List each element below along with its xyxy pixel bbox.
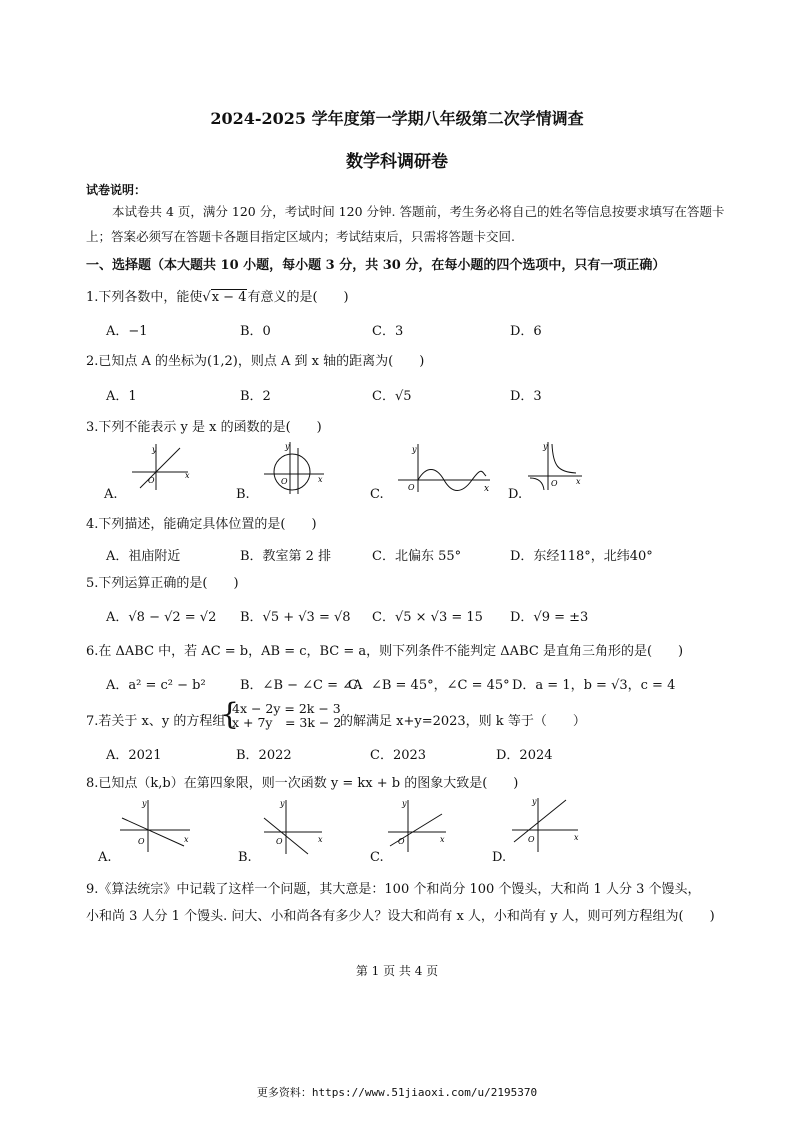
q8-option-b: B. (238, 850, 252, 865)
x-label: x (484, 484, 490, 494)
instructions-heading: 试卷说明： (86, 183, 147, 197)
y-label: y (285, 442, 290, 451)
instructions-line-2: 上；答案必须写在答题卡各题目指定区域内；考试结束后，只需将答题卡交回. (86, 229, 515, 244)
y-label: y (142, 799, 147, 808)
graph-line (140, 448, 180, 488)
q1-radicand: x − 4 (211, 290, 247, 305)
q4-option-b: B．教室第 2 排 (240, 549, 332, 564)
q7-option-a: A．2021 (106, 748, 162, 763)
graph-line (514, 800, 566, 842)
q6-option-a: A．a² = c² − b² (106, 678, 206, 693)
origin-label: O (281, 477, 288, 486)
q4-option-a: A．祖庙附近 (106, 549, 181, 564)
q7-stem-pre: 7.若关于 x、y 的方程组 (86, 714, 226, 729)
origin-label: O (398, 837, 405, 846)
y-label: y (152, 445, 157, 454)
x-label: x (318, 475, 323, 484)
y-label: y (532, 797, 537, 806)
q5-option-a: A．√8 − √2 = √2 (106, 610, 217, 625)
q8-graph-c (386, 798, 450, 854)
section-heading: 一、选择题（本大题共 10 小题，每小题 3 分，共 30 分，在每小题的四个选项中，只有一项正确） (86, 258, 666, 273)
x-label: x (440, 835, 445, 844)
origin-label: O (276, 837, 283, 846)
question-2-stem: 2.已知点 A 的坐标为(1,2)，则点 A 到 x 轴的距离为( ) (86, 354, 425, 369)
instructions-line-1: 本试卷共 4 页，满分 120 分，考试时间 120 分钟. 答题前，考生务必将自己的姓名等信息按要求填写在答题卡 (112, 204, 725, 219)
q1-stem-post: 有意义的是( ) (247, 290, 349, 305)
question-9-line-1: 9.《算法统宗》中记载了这样一个问题，其大意是：100 个和尚分 100 个馒头，大和尚 1 人分 3 个馒头， (86, 882, 701, 897)
q7-equation-system (232, 702, 341, 730)
q2-option-a: A．1 (106, 389, 137, 404)
q6-option-b: B．∠B − ∠C = ∠A (240, 678, 363, 693)
page-number: 第 1 页 共 4 页 (355, 964, 439, 978)
q3-graph-b (262, 440, 326, 496)
q3-option-d: D. (508, 487, 523, 502)
q1-option-a: A．−1 (106, 324, 148, 339)
q8-option-c: C. (370, 850, 384, 865)
x-label: x (185, 471, 190, 480)
question-9-line-2: 小和尚 3 人分 1 个馒头. 问大、小和尚各有多少人？设大和尚有 x 人，小和尚有 y 人，则可列方程组为( ) (86, 909, 715, 924)
q2-option-c: C．√5 (372, 389, 412, 404)
x-label: x (576, 477, 581, 486)
q8-option-d: D. (492, 850, 507, 865)
q7-equation-1: 4x − 2y = 2k − 3 (232, 701, 341, 716)
q7-option-d: D．2024 (496, 748, 553, 763)
q7-equation-2: x + 7y = 3k − 2 (232, 715, 342, 730)
q3-option-a: A. (104, 487, 118, 502)
q1-option-b: B．0 (240, 324, 271, 339)
q5-option-d: D．√9 = ±3 (510, 610, 589, 625)
q1-option-c: C．3 (372, 324, 404, 339)
x-label: x (574, 833, 579, 842)
q4-option-c: C．北偏东 55° (372, 549, 462, 564)
y-label: y (543, 442, 548, 451)
q3-option-c: C. (370, 487, 384, 502)
q6-option-d: D．a = 1，b = √3，c = 4 (512, 678, 676, 693)
origin-label: O (551, 479, 558, 488)
q3-graph-a (126, 442, 190, 492)
graph-hyperbola-right (552, 444, 576, 473)
y-label: y (412, 445, 417, 454)
graph-line (122, 818, 184, 846)
q8-graph-a (118, 798, 194, 854)
q1-stem-pre: 1.下列各数中，能使 (86, 290, 203, 305)
exam-subtitle: 数学科调研卷 (346, 152, 448, 172)
q3-graph-d (526, 440, 586, 492)
x-label: x (318, 835, 323, 844)
x-label: x (184, 835, 189, 844)
q2-option-d: D．3 (510, 389, 542, 404)
q8-graph-d (510, 794, 582, 854)
y-label: y (402, 799, 407, 808)
q5-option-c: C．√5 × √3 = 15 (372, 610, 483, 625)
question-4-stem: 4.下列描述，能确定具体位置的是( ) (86, 517, 317, 532)
exam-title: 2024-2025 学年度第一学期八年级第二次学情调查 (210, 109, 584, 128)
question-5-stem: 5.下列运算正确的是( ) (86, 576, 239, 591)
q7-option-c: C．2023 (370, 748, 427, 763)
graph-hyperbola-left (530, 478, 544, 490)
source-link[interactable]: 更多资料：https://www.51jiaoxi.com/u/2195370 (256, 1086, 538, 1099)
q3-option-b: B. (236, 487, 250, 502)
q3-graph-c (396, 442, 496, 494)
y-label: y (280, 799, 285, 808)
q4-option-d: D．东经118°，北纬40° (510, 549, 653, 564)
q2-option-b: B．2 (240, 389, 271, 404)
origin-label: O (148, 476, 155, 485)
q1-option-d: D．6 (510, 324, 542, 339)
sqrt-sign: √ (202, 290, 211, 305)
q7-stem-post: 的解满足 x+y=2023，则 k 等于（ ） (340, 714, 586, 729)
origin-label: O (408, 483, 415, 492)
q6-option-c: C．∠B = 45°，∠C = 45° (348, 678, 510, 693)
q5-option-b: B．√5 + √3 = √8 (240, 610, 351, 625)
q7-option-b: B．2022 (236, 748, 292, 763)
question-3-stem: 3.下列不能表示 y 是 x 的函数的是( ) (86, 420, 322, 435)
origin-label: O (528, 835, 535, 844)
q7-brace: { (220, 697, 240, 732)
graph-circle (274, 454, 310, 490)
origin-label: O (138, 837, 145, 846)
q8-option-a: A. (98, 850, 112, 865)
q8-graph-b (262, 798, 326, 856)
question-6-stem: 6.在 ΔABC 中，若 AC = b，AB = c，BC = a，则下列条件不能判定 ΔABC 是直角三角形的是( ) (86, 644, 684, 659)
question-1-stem (86, 286, 349, 305)
question-8-stem: 8.已知点（k,b）在第四象限，则一次函数 y = kx + b 的图象大致是( ) (86, 776, 519, 791)
